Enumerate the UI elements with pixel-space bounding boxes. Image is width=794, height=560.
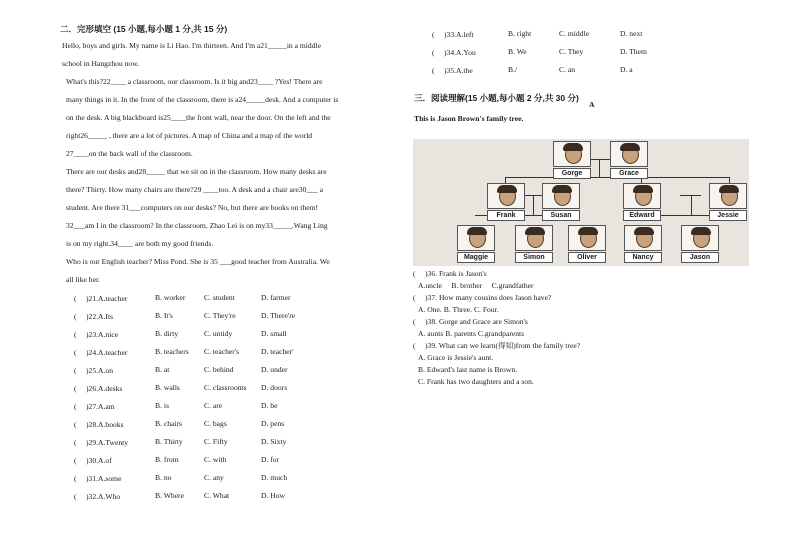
passage-line: 32___am I in the classroom? In the classroom, Zhao Lei is on my33_____.Wang Ling: [66, 221, 328, 230]
passage-intro: This is Jason Brown's family tree.: [414, 114, 524, 123]
question-choice: A. One. B. Three. C. Four.: [418, 305, 499, 314]
family-tree-image: [413, 139, 749, 266]
family-member: Simon: [515, 225, 553, 263]
family-member: Jason: [681, 225, 719, 263]
passage-line: There are our desks and28_____ that we sit on in the classroom. How many desks are: [66, 167, 327, 176]
question-stem: ( )39. What can we learn(得知)from the family tree?: [413, 341, 581, 350]
question-choice: B. Edward's last name is Brown.: [418, 365, 518, 374]
question-choice: A. Grace is Jessie's aunt.: [418, 353, 494, 362]
section3-title: 三．阅读理解(15 小题,每小题 2 分,共 30 分): [414, 93, 579, 103]
question-stem: ( )36. Frank is Jason's: [413, 269, 487, 278]
passage-line: Who is our English teacher? Miss Pond. She is 35 ___good teacher from Australia. We: [66, 257, 330, 266]
family-member: Maggie: [457, 225, 495, 263]
family-member: Jessie: [709, 183, 747, 221]
passage-label: A: [589, 100, 595, 109]
question-choice: A.uncle B. brother C.grandfather: [418, 281, 534, 290]
section2-title: 二．完形填空 (15 小题,每小题 1 分,共 15 分): [60, 24, 228, 34]
exam-page: 二．完形填空 (15 小题,每小题 1 分,共 15 分) Hello, boys and girls. My name is Li Hao. I'm thirteen. And I'm a21_____in a middle school in Hangzhou now. What's this?22____ a classroom, our classroom. Is it big and23____ ?Yes! There are many things in it. In the front of the classroom, there is a24_____desk. And a computer is on the desk. A big blackboard is25____the front wall, near the door. On the left and the right26_____ , there are a lot of pictures. A map of China and a map of the world 27____on the back wall of the classroom. There are our desks and28_____ that we sit on in the classroom. How many desks are there? Thirty. How many chairs are there?29 ____too. A desk and a chair are30___ a student. Are there 31___computers on our desks? No, but there are books on them! 32___am I in the classroom? In the classroom, Zhao Lei is on my33_____.Wang Ling is on my right.34____ are both my good friends. Who is our English teacher? Miss Pond. She is 35 ___good teacher from Australia. We all like her. ( )21.A.teacher B. worker C. student D. farmer ( )22.A.Its B. It's C. They're D. There're ( )23.A.nice B. dirty C. untidy D. small ( )24.A.teacher B. teachers C. teacher's D. teacher' ( )25.A.on B. at C. behind D. under ( )26.A.desks B. walls C. classrooms D. doors ( )27.A.am B. is C. are D. be ( )28.A.books B. chairs C. bags D. pens ( )29.A.Twenty B. Thirty C. Fifty D. Sixty ( )30.A.of B. from C. with D. for ( )31.A.some B. no C. any D. much ( )32.A.Who B. Where C. What D. How ( )33.A.left B. right C. middle D. next ( )34.A.You B. We C. They D. Them ( )35.A.the B./ C. an D. a 三．阅读理解(15 小题,每小题 2 分,共 30 分) A This is Jason Brown's family tree. Gorge Grace Frank Susan Edward Jessie Maggie Simon Oliver Nancy Jason ( )36. Frank is Jason's A.uncle B. brother C.grandfather ( )37. How many cousins does Jason have? A. One. B. Three. C. Four. ( )38. Gorge and Grace are Simon's A. aunts B. parents C.grandparents ( )39. What can we learn(得知)from the family tree? A. Grace is Jessie's aunt. B. Edward's last name is Brown. C. Frank has two daughters and a son.: [0, 0, 794, 560]
passage-line: What's this?22____ a classroom, our classroom. Is it big and23____ ?Yes! There are: [66, 77, 323, 86]
question-stem: ( )37. How many cousins does Jason have?: [413, 293, 552, 302]
passage-line: right26_____ , there are a lot of pictures. A map of China and a map of the world: [66, 131, 313, 140]
question-choice: C. Frank has two daughters and a son.: [418, 377, 534, 386]
family-member: Susan: [542, 183, 580, 221]
passage-line: student. Are there 31___computers on our desks? No, but there are books on them!: [66, 203, 319, 212]
family-member: Edward: [623, 183, 661, 221]
passage-line: there? Thirty. How many chairs are there?29 ____too. A desk and a chair are30___ a: [66, 185, 324, 194]
family-member: Nancy: [624, 225, 662, 263]
family-member: Gorge: [553, 141, 591, 179]
passage-line: 27____on the back wall of the classroom.: [66, 149, 193, 158]
family-member: Oliver: [568, 225, 606, 263]
passage-line: school in Hangzhou now.: [62, 59, 140, 68]
question-stem: ( )38. Gorge and Grace are Simon's: [413, 317, 528, 326]
passage-line: many things in it. In the front of the classroom, there is a24_____desk. And a computer is: [66, 95, 339, 104]
passage-line: is on my right.34____ are both my good friends.: [66, 239, 214, 248]
question-choice: A. aunts B. parents C.grandparents: [418, 329, 525, 338]
family-member: Grace: [610, 141, 648, 179]
passage-line: on the desk. A big blackboard is25____the front wall, near the door. On the left and the: [66, 113, 331, 122]
passage-line: all like her.: [66, 275, 100, 284]
family-member: Frank: [487, 183, 525, 221]
passage-line: Hello, boys and girls. My name is Li Hao. I'm thirteen. And I'm a21_____in a middle: [62, 41, 321, 50]
